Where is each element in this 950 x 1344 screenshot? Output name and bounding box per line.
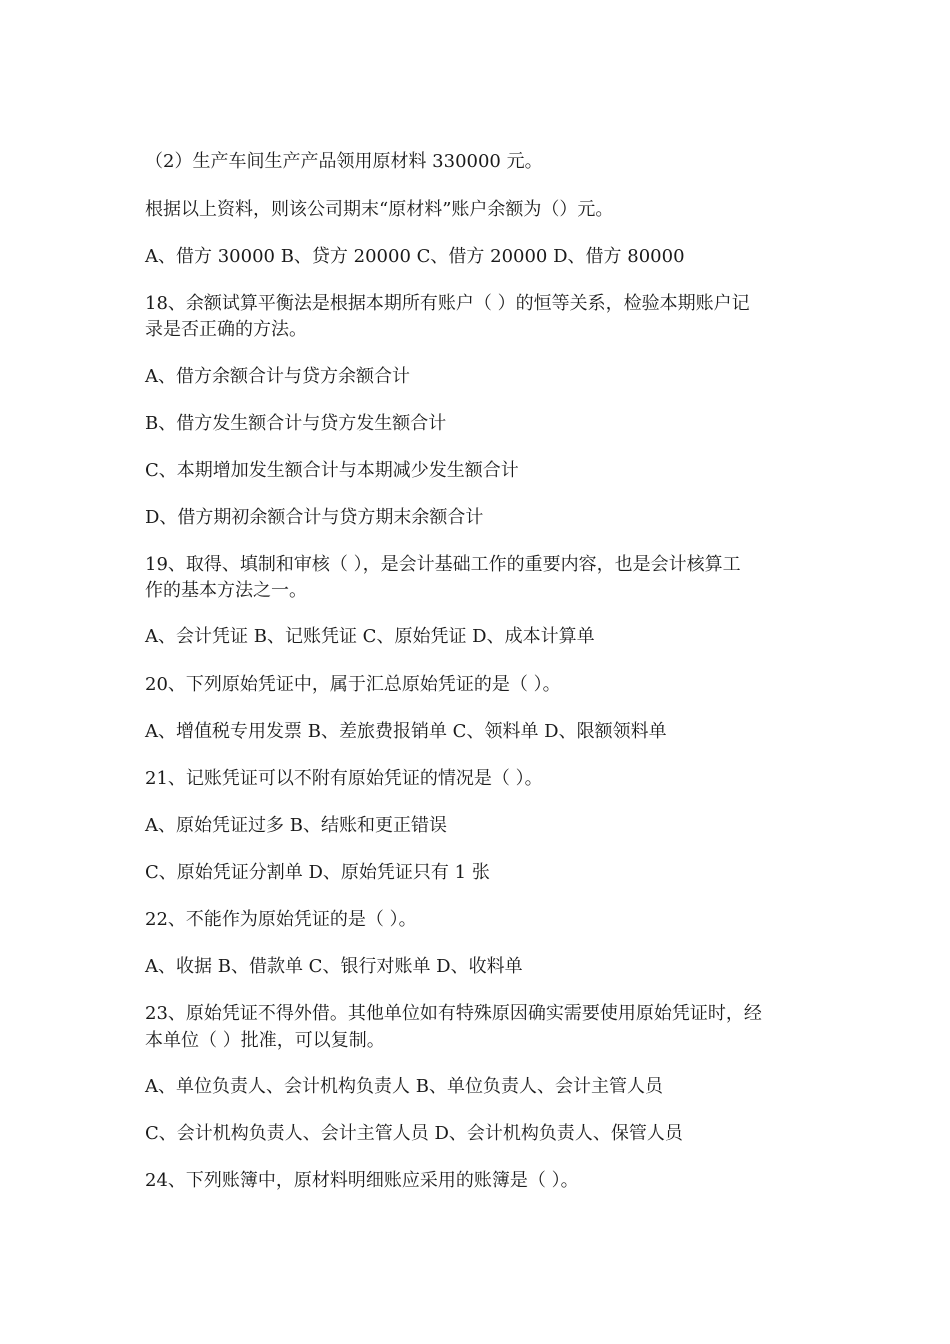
- text-line-question-23-options-cd: C、会计机构负责人、会计主管人员 D、会计机构负责人、保管人员: [145, 1123, 683, 1144]
- text-line-material-usage: （2）生产车间生产产品领用原材料 330000 元。: [145, 151, 543, 172]
- text-line-question-24: 24、下列账簿中，原材料明细账应采用的账簿是（ ）。: [145, 1170, 579, 1191]
- text-line-question-19: 19、取得、填制和审核（ ），是会计基础工作的重要内容，也是会计核算工: [145, 554, 741, 575]
- text-line-question-17-options: A、借方 30000 B、贷方 20000 C、借方 20000 D、借方 80000: [145, 246, 685, 267]
- text-line-question-21-options-cd: C、原始凭证分割单 D、原始凭证只有 1 张: [145, 862, 490, 883]
- text-line-question-21-options-ab: A、原始凭证过多 B、结账和更正错误: [145, 815, 447, 836]
- text-line-question-23: 23、原始凭证不得外借。其他单位如有特殊原因确实需要使用原始凭证时，经: [145, 1003, 762, 1024]
- text-line-question-18-cont: 录是否正确的方法。: [145, 319, 307, 340]
- text-line-question-17-prompt: 根据以上资料，则该公司期末“原材料”账户余额为（）元。: [145, 199, 614, 220]
- text-line-question-20: 20、下列原始凭证中，属于汇总原始凭证的是（ ）。: [145, 674, 561, 695]
- text-line-question-23-cont: 本单位（ ）批准，可以复制。: [145, 1030, 385, 1051]
- text-line-question-22: 22、不能作为原始凭证的是（ ）。: [145, 909, 417, 930]
- text-line-question-19-options: A、会计凭证 B、记账凭证 C、原始凭证 D、成本计算单: [145, 626, 595, 647]
- text-line-question-21: 21、记账凭证可以不附有原始凭证的情况是（ ）。: [145, 768, 543, 789]
- text-line-question-18-option-a: A、借方余额合计与贷方余额合计: [145, 366, 410, 387]
- text-line-question-18-option-d: D、借方期初余额合计与贷方期末余额合计: [145, 507, 484, 528]
- text-line-question-20-options: A、增值税专用发票 B、差旅费报销单 C、领料单 D、限额领料单: [145, 721, 667, 742]
- text-line-question-22-options: A、收据 B、借款单 C、银行对账单 D、收料单: [145, 956, 523, 977]
- text-line-question-18-option-b: B、借方发生额合计与贷方发生额合计: [145, 413, 447, 434]
- text-line-question-18-option-c: C、本期增加发生额合计与本期减少发生额合计: [145, 460, 519, 481]
- text-line-question-23-options-ab: A、单位负责人、会计机构负责人 B、单位负责人、会计主管人员: [145, 1076, 663, 1097]
- text-line-question-18: 18、余额试算平衡法是根据本期所有账户（ ）的恒等关系，检验本期账户记: [145, 293, 750, 314]
- text-line-question-19-cont: 作的基本方法之一。: [145, 580, 307, 601]
